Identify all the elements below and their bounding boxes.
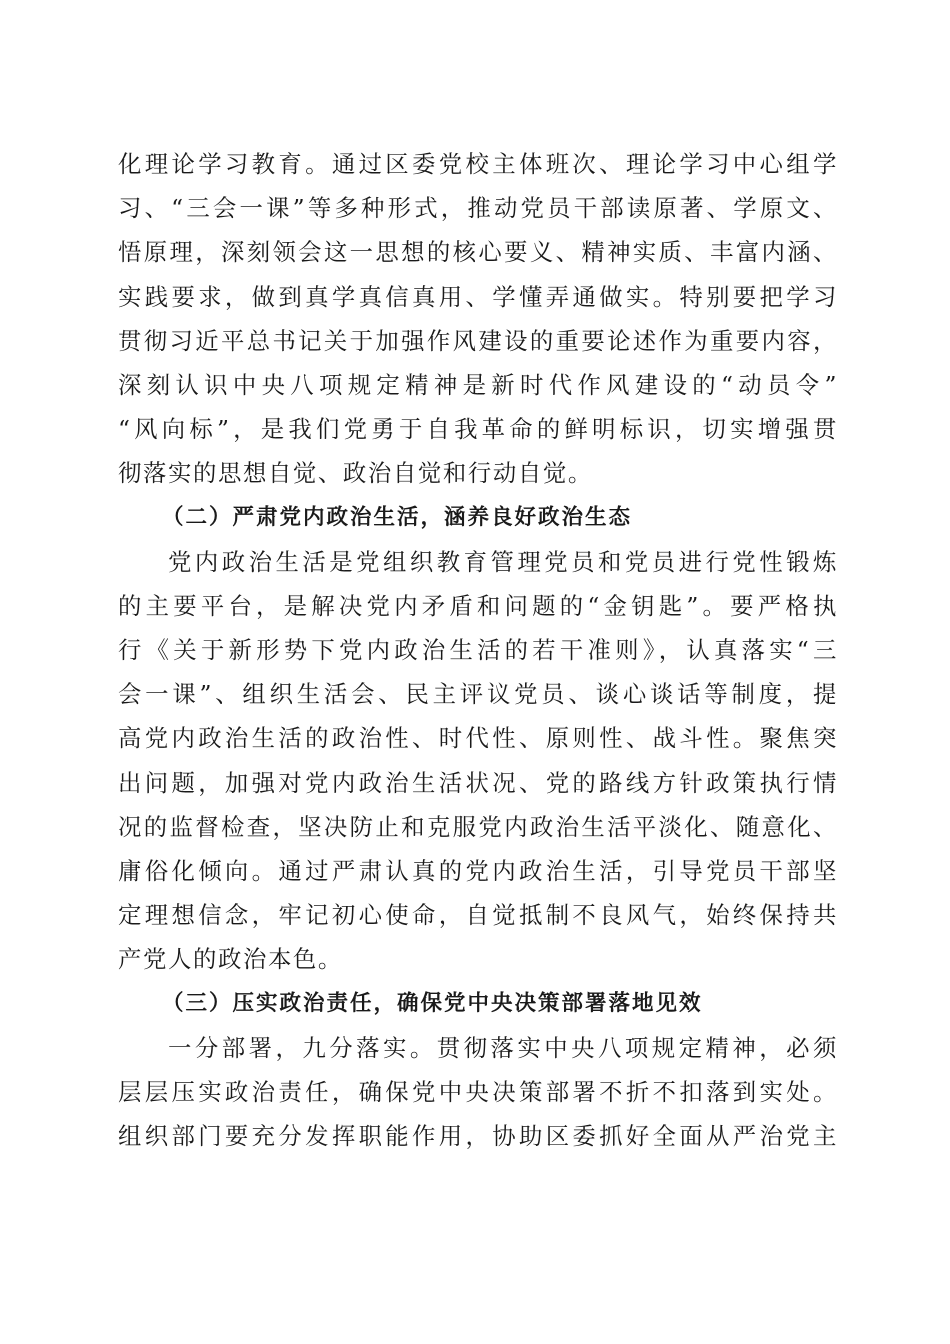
body-text-line: 深刻认识中央八项规定精神是新时代作风建设的“动员令” — [118, 370, 838, 399]
body-text-line: 定理想信念，牢记初心使命，自觉抵制不良风气，始终保持共 — [118, 901, 838, 930]
body-text-line: 组织部门要充分发挥职能作用，协助区委抓好全面从严治党主 — [118, 1122, 838, 1151]
body-text-line: 层层压实政治责任，确保党中央决策部署不折不扣落到实处。 — [118, 1077, 838, 1106]
body-text-line: 悟原理，深刻领会这一思想的核心要义、精神实质、丰富内涵、 — [118, 238, 838, 267]
body-text-line: 庸俗化倾向。通过严肃认真的党内政治生活，引导党员干部坚 — [118, 857, 838, 885]
body-text-line: “风向标”，是我们党勇于自我革命的鲜明标识，切实增强贯 — [118, 415, 838, 444]
body-text-line: 会一课”、组织生活会、民主评议党员、谈心谈话等制度，提 — [118, 680, 838, 709]
section-heading-line: （二）严肃党内政治生活，涵养良好政治生态 — [162, 504, 633, 530]
body-text-line: 贯彻习近平总书记关于加强作风建设的重要论述作为重要内容， — [118, 326, 838, 355]
section-heading-line: （三）压实政治责任，确保党中央决策部署落地见效 — [162, 990, 703, 1016]
body-text-line: 习、“三会一课”等多种形式，推动党员干部读原著、学原文、 — [118, 194, 838, 223]
body-text-line: 一分部署，九分落实。贯彻落实中央八项规定精神，必须 — [168, 1033, 838, 1062]
body-text-line: 况的监督检查，坚决防止和克服党内政治生活平淡化、随意化、 — [118, 812, 838, 841]
body-text-line: 高党内政治生活的政治性、时代性、原则性、战斗性。聚焦突 — [118, 724, 838, 753]
body-text-line: 产党人的政治本色。 — [118, 945, 343, 974]
body-text-line: 彻落实的思想自觉、政治自觉和行动自觉。 — [118, 459, 593, 488]
body-text-line: 的主要平台，是解决党内矛盾和问题的“金钥匙”。要严格执 — [118, 591, 838, 620]
body-text-line: 化理论学习教育。通过区委党校主体班次、理论学习中心组学 — [118, 150, 838, 178]
body-text-line: 实践要求，做到真学真信真用、学懂弄通做实。特别要把学习 — [118, 282, 838, 311]
body-text-line: 出问题，加强对党内政治生活状况、党的路线方针政策执行情 — [118, 768, 838, 797]
document-body — [118, 142, 838, 1158]
body-text-line: 党内政治生活是党组织教育管理党员和党员进行党性锻炼 — [168, 547, 838, 576]
body-text-line: 行《关于新形势下党内政治生活的若干准则》，认真落实“三 — [118, 636, 838, 665]
